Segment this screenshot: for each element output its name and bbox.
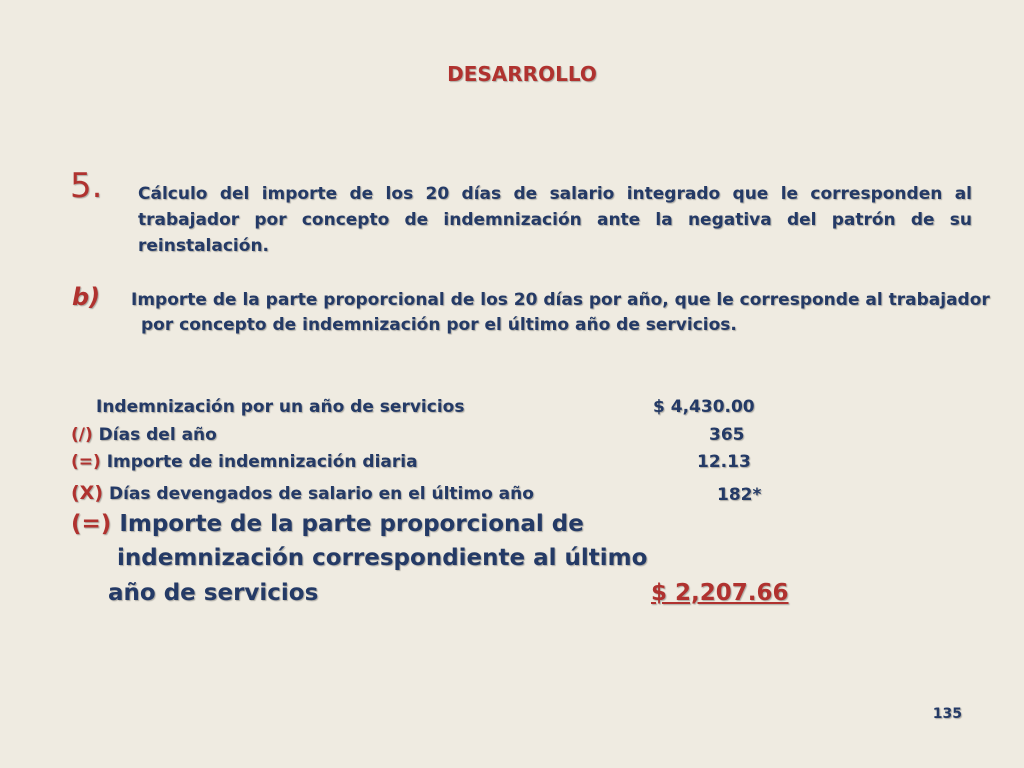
- item-5-text: Cálculo del importe de los 20 días de salario integrado que le corresponden al trabajador por concepto de indemnización ante la negativa del patrón de su reinstalación.: [138, 184, 972, 256]
- slide-title: DESARROLLO: [447, 62, 597, 86]
- calc-row-4-operator: (X): [71, 482, 104, 504]
- calc-row-1-label: Indemnización por un año de servicios: [96, 397, 465, 417]
- item-b-text-line-2: por concepto de indemnización por el último año de servicios.: [141, 315, 737, 335]
- calc-row-3-label: Importe de indemnización diaria: [106, 452, 418, 472]
- calc-row-4-label: Días devengados de salario en el último año: [108, 484, 534, 504]
- calc-row-2-value: 365: [709, 425, 745, 445]
- item-b-marker: b): [72, 283, 101, 311]
- calc-result-operator: (=): [71, 511, 112, 537]
- calc-row-3-value: 12.13: [697, 452, 751, 472]
- calc-row-3: [71, 452, 418, 472]
- calc-result-value: $ 2,207.66: [651, 580, 789, 606]
- calc-result-line-2: indemnización correspondiente al último: [117, 545, 648, 571]
- item-b-text-line-1: Importe de la parte proporcional de los 20 días por año, que le corresponde al trabajador: [131, 290, 990, 310]
- calc-row-4: [71, 482, 534, 504]
- calc-row-4-value: 182*: [717, 485, 762, 505]
- calc-row-1-value: $ 4,430.00: [653, 397, 755, 417]
- calc-row-2-label: Días del año: [98, 425, 217, 445]
- calc-result-line-3: año de servicios: [108, 580, 319, 606]
- item-5-number: 5.: [70, 166, 103, 206]
- calc-row-2-operator: (/): [71, 425, 93, 445]
- calc-row-3-operator: (=): [71, 452, 101, 472]
- calc-result-line-1: [71, 511, 584, 537]
- calc-result-label-1: Importe de la parte proporcional de: [119, 511, 584, 537]
- calc-row-2: [71, 425, 217, 445]
- page-number: 135: [932, 706, 962, 722]
